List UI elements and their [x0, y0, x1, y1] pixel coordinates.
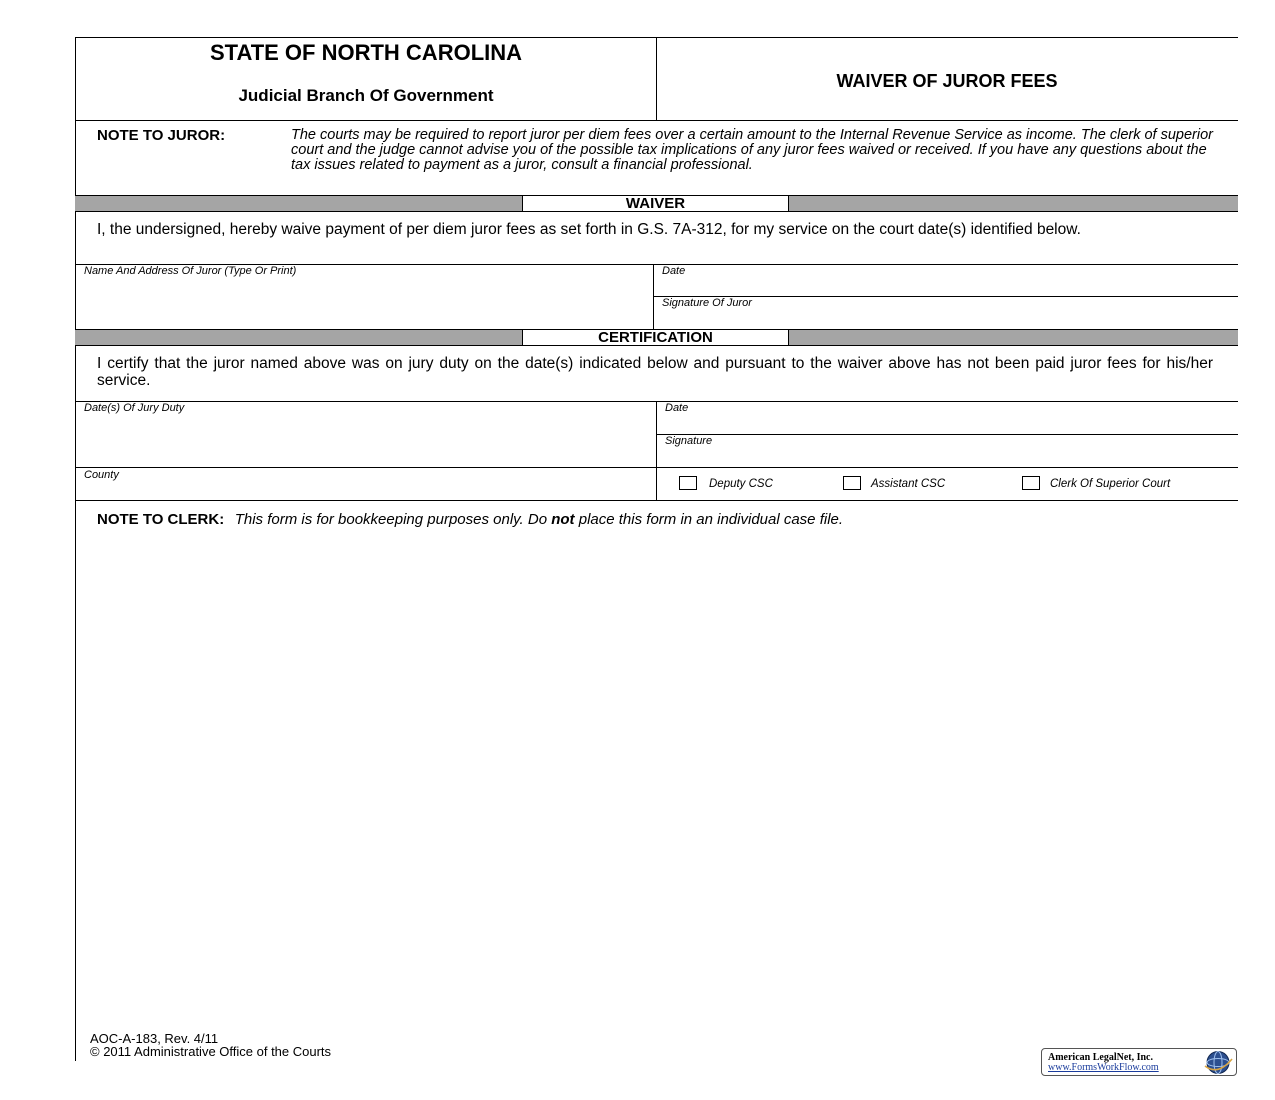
county-field[interactable]: County — [84, 469, 119, 481]
waiver-statement: I, the undersigned, hereby waive payment of per diem juror fees as set forth in G.S. 7A-312, for my service on the court date(s) identified below. — [97, 221, 1081, 238]
note-to-clerk-text — [235, 511, 843, 528]
waiver-date-field[interactable]: Date — [662, 265, 686, 277]
globe-icon — [1202, 1050, 1234, 1075]
logo-company-name: American LegalNet, Inc. — [1048, 1052, 1153, 1063]
header-bottom-line — [75, 120, 1238, 121]
certification-statement: I certify that the juror named above was on jury duty on the date(s) indicated below and pursuant to the waiver above has not been paid juror fees for his/her service. — [97, 355, 1213, 389]
assistant-csc-label: Assistant CSC — [871, 478, 946, 490]
branch-heading: Judicial Branch Of Government — [238, 86, 494, 105]
deputy-csc-checkbox[interactable] — [679, 476, 697, 490]
certification-signature-field[interactable]: Signature — [665, 435, 713, 447]
jury-duty-dates-field[interactable]: Date(s) Of Jury Duty — [84, 402, 185, 414]
deputy-csc-label: Deputy CSC — [709, 478, 773, 490]
waiver-fields-divider — [653, 264, 654, 330]
note-to-clerk-text-before: This form is for bookkeeping purposes only. Do — [234, 511, 548, 528]
form-number: AOC-A-183, Rev. 4/11 — [90, 1031, 219, 1046]
note-to-clerk-label: NOTE TO CLERK: — [97, 511, 225, 528]
logo-url-link[interactable]: www.FormsWorkFlow.com — [1048, 1062, 1159, 1073]
note-to-clerk — [97, 511, 843, 529]
waiver-section-bar — [75, 195, 1238, 212]
certification-section-bar — [75, 329, 1238, 346]
certification-heading: CERTIFICATION — [522, 329, 789, 346]
copyright: © 2011 Administrative Office of the Courts — [90, 1044, 332, 1059]
certification-bottom-line — [75, 500, 1238, 501]
note-to-clerk-emphasis: not — [551, 511, 575, 528]
clerk-superior-court-checkbox[interactable] — [1022, 476, 1040, 490]
left-border — [75, 37, 76, 1061]
american-legalnet-logo[interactable] — [1041, 1048, 1237, 1076]
note-to-juror-text: The courts may be required to report juror per diem fees over a certain amount to the Internal Revenue Service as income. The clerk of superior court and the judge cannot advise you of the possible tax implications of any juror fees waived or received. If you have any questions about the tax issues related to payment as a juror, consult a financial professional. — [291, 127, 1214, 173]
county-top-line — [75, 467, 1238, 468]
waiver-heading: WAIVER — [522, 195, 789, 212]
form-title: WAIVER OF JUROR FEES — [836, 71, 1058, 91]
juror-signature-field[interactable]: Signature Of Juror — [662, 297, 752, 309]
state-heading: STATE OF NORTH CAROLINA — [209, 40, 523, 65]
certification-date-field[interactable]: Date — [665, 402, 689, 414]
certification-date-line — [656, 434, 1238, 435]
juror-name-address-field[interactable]: Name And Address Of Juror (Type Or Print) — [84, 265, 297, 277]
clerk-superior-court-label: Clerk Of Superior Court — [1050, 478, 1171, 490]
note-to-juror-label: NOTE TO JUROR: — [97, 127, 226, 144]
assistant-csc-checkbox[interactable] — [843, 476, 861, 490]
note-to-clerk-text-after: place this form in an individual case file. — [578, 511, 844, 528]
certification-fields-divider — [656, 401, 657, 501]
